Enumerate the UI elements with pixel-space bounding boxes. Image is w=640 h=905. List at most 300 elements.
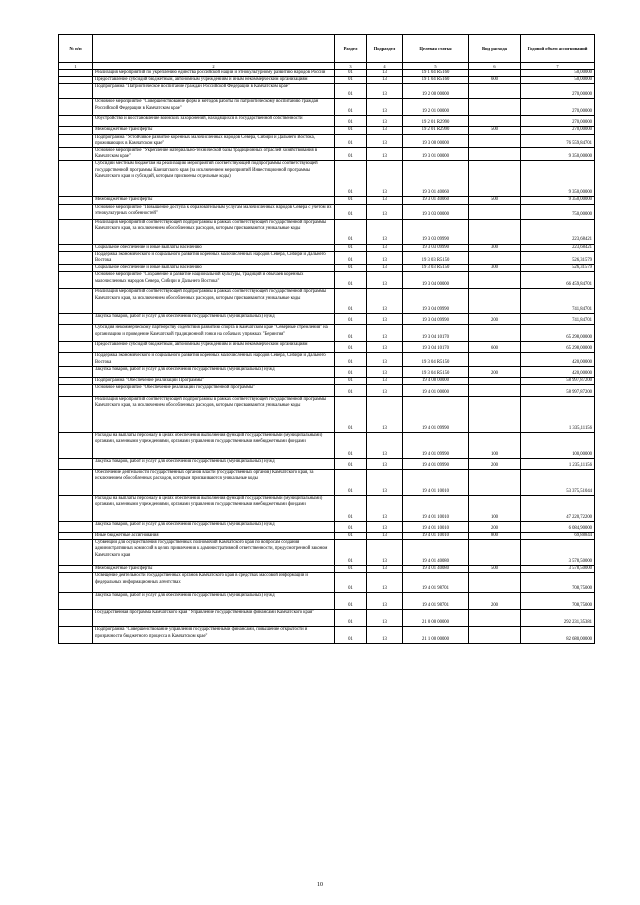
table-row bbox=[59, 353, 595, 366]
cell-expense-type bbox=[469, 134, 521, 147]
cell-name: Социальное обеспечение и иные выплаты населению bbox=[93, 265, 335, 272]
table-row bbox=[59, 566, 595, 573]
cell-subsection: 13 bbox=[367, 459, 403, 470]
cell-section: 01 bbox=[335, 244, 367, 251]
cell-expense-type: 100 bbox=[469, 433, 521, 459]
cell-amount: 741,84701 bbox=[521, 314, 595, 325]
cell-amount: 65 298,00000 bbox=[521, 325, 595, 342]
cell-expense-type bbox=[469, 397, 521, 433]
cell-target: 19 4 01 09990 bbox=[403, 397, 469, 433]
cell-target: 19 4 01 98701 bbox=[403, 573, 469, 593]
column-number: 1 bbox=[59, 63, 93, 70]
cell-expense-type bbox=[469, 148, 521, 161]
cell-expense-type bbox=[469, 470, 521, 496]
cell-num bbox=[59, 99, 93, 116]
cell-subsection: 13 bbox=[367, 84, 403, 99]
cell-num bbox=[59, 127, 93, 134]
table-row bbox=[59, 627, 595, 644]
cell-target: 19 4 01 40080 bbox=[403, 566, 469, 573]
table-row bbox=[59, 433, 595, 459]
cell-subsection: 13 bbox=[367, 342, 403, 353]
cell-num bbox=[59, 219, 93, 244]
cell-section: 01 bbox=[335, 366, 367, 377]
table-row bbox=[59, 70, 595, 77]
cell-section: 01 bbox=[335, 161, 367, 197]
cell-subsection: 13 bbox=[367, 314, 403, 325]
cell-target: 19 3 04 09990 bbox=[403, 314, 469, 325]
table-row bbox=[59, 116, 595, 127]
cell-name: Реализация мероприятий соответствующей подпрограммы в рамках соответствующей государственной программы Камчатского края, за исключением обособленных расходов, которым присваиваются уникальные коды bbox=[93, 289, 335, 314]
cell-subsection: 13 bbox=[367, 385, 403, 397]
cell-subsection: 13 bbox=[367, 610, 403, 627]
cell-expense-type bbox=[469, 353, 521, 366]
cell-expense-type: 200 bbox=[469, 522, 521, 533]
cell-amount: 69,88844 bbox=[521, 533, 595, 540]
column-number-row bbox=[59, 63, 595, 70]
cell-subsection: 13 bbox=[367, 272, 403, 289]
budget-table bbox=[58, 34, 595, 644]
cell-subsection: 13 bbox=[367, 70, 403, 77]
table-row bbox=[59, 397, 595, 433]
table-row bbox=[59, 366, 595, 377]
cell-target: 19 4 01 10010 bbox=[403, 496, 469, 522]
cell-amount: 6 084,90000 bbox=[521, 522, 595, 533]
cell-expense-type bbox=[469, 70, 521, 77]
cell-subsection: 13 bbox=[367, 161, 403, 197]
cell-target: 19 4 01 98701 bbox=[403, 593, 469, 610]
cell-amount: 708,75000 bbox=[521, 573, 595, 593]
cell-section: 01 bbox=[335, 459, 367, 470]
cell-num bbox=[59, 70, 93, 77]
cell-amount: 9 350,00000 bbox=[521, 161, 595, 197]
cell-target: 19 1 04 R5160 bbox=[403, 77, 469, 84]
cell-num bbox=[59, 627, 93, 644]
cell-num bbox=[59, 385, 93, 397]
cell-amount: 47 220,72200 bbox=[521, 496, 595, 522]
cell-section: 01 bbox=[335, 219, 367, 244]
cell-target: 19 3 01 00000 bbox=[403, 148, 469, 161]
cell-expense-type: 300 bbox=[469, 244, 521, 251]
table-row bbox=[59, 377, 595, 384]
cell-name: Закупка товаров, работ и услуг для обеспечения государственных (муниципальных) нужд bbox=[93, 459, 335, 470]
cell-subsection: 13 bbox=[367, 77, 403, 84]
table-row bbox=[59, 496, 595, 522]
cell-num bbox=[59, 314, 93, 325]
cell-name: Иные бюджетные ассигнования bbox=[93, 533, 335, 540]
cell-subsection: 13 bbox=[367, 522, 403, 533]
cell-section: 01 bbox=[335, 610, 367, 627]
cell-section: 01 bbox=[335, 127, 367, 134]
cell-expense-type bbox=[469, 377, 521, 384]
cell-num bbox=[59, 366, 93, 377]
cell-section: 01 bbox=[335, 84, 367, 99]
cell-num bbox=[59, 533, 93, 540]
cell-expense-type bbox=[469, 272, 521, 289]
cell-name: Основное мероприятие "Повышение доступа к образовательным услугам малочисленных народов Севера с учетом их этнокультурных особенностей" bbox=[93, 204, 335, 219]
cell-expense-type bbox=[469, 84, 521, 99]
cell-subsection: 13 bbox=[367, 219, 403, 244]
cell-subsection: 13 bbox=[367, 265, 403, 272]
column-number: 3 bbox=[335, 63, 367, 70]
cell-name: Освещение деятельности государственных органов Камчатского края в средствах массовой информации и федеральных информационных агентствах bbox=[93, 573, 335, 593]
table-row bbox=[59, 134, 595, 147]
column-number: 7 bbox=[521, 63, 595, 70]
cell-subsection: 13 bbox=[367, 366, 403, 377]
column-number: 4 bbox=[367, 63, 403, 70]
cell-num bbox=[59, 272, 93, 289]
cell-subsection: 13 bbox=[367, 289, 403, 314]
cell-amount: 100,00000 bbox=[521, 433, 595, 459]
table-row bbox=[59, 99, 595, 116]
cell-amount: 270,00000 bbox=[521, 127, 595, 134]
table-row bbox=[59, 161, 595, 197]
cell-section: 01 bbox=[335, 470, 367, 496]
table-row bbox=[59, 540, 595, 566]
cell-name: Основное мероприятие "Обеспечение реализации государственной программы" bbox=[93, 385, 335, 397]
table-row bbox=[59, 251, 595, 264]
cell-num bbox=[59, 161, 93, 197]
cell-target: 19 4 01 10010 bbox=[403, 522, 469, 533]
cell-num bbox=[59, 244, 93, 251]
cell-section: 01 bbox=[335, 566, 367, 573]
cell-name: Субсидии местным бюджетам на реализацию мероприятий соответствующей подпрограммы соответствующей государственной программы Камчатского края (за исключением мероприятий Инвестиционной программы Камчатского края и субсидий, которым присвоены отдельные коды) bbox=[93, 161, 335, 197]
header-row bbox=[59, 35, 595, 63]
header-expense-type: Вид расхода bbox=[469, 35, 521, 63]
cell-amount: 9 350,00000 bbox=[521, 197, 595, 204]
cell-amount: 292 231,35381 bbox=[521, 610, 595, 627]
cell-amount: 3 578,50000 bbox=[521, 540, 595, 566]
cell-amount: 526,31579 bbox=[521, 251, 595, 264]
cell-expense-type bbox=[469, 573, 521, 593]
cell-num bbox=[59, 522, 93, 533]
cell-section: 01 bbox=[335, 540, 367, 566]
cell-target: 21 0 00 00000 bbox=[403, 610, 469, 627]
cell-name: Закупка товаров, работ и услуг для обеспечения государственных (муниципальных) нужд bbox=[93, 314, 335, 325]
cell-amount: 526,31579 bbox=[521, 265, 595, 272]
cell-name: Основное мероприятие "Укрепление материально-технической базы традиционных отраслей хозяйствования в Камчатском крае" bbox=[93, 148, 335, 161]
cell-name: Государственная программа Камчатского края "Управление государственными финансами Камчатского края" bbox=[93, 610, 335, 627]
cell-amount: 750,00000 bbox=[521, 204, 595, 219]
cell-target: 19 4 01 09990 bbox=[403, 433, 469, 459]
cell-num bbox=[59, 342, 93, 353]
cell-expense-type: 200 bbox=[469, 314, 521, 325]
cell-subsection: 13 bbox=[367, 540, 403, 566]
cell-amount: 50,00000 bbox=[521, 70, 595, 77]
cell-expense-type: 800 bbox=[469, 533, 521, 540]
cell-num bbox=[59, 397, 93, 433]
cell-name: Поддержка экономического и социального развития коренных малочисленных народов Севера, Сибири и Дальнего Востока bbox=[93, 251, 335, 264]
cell-subsection: 13 bbox=[367, 433, 403, 459]
cell-num bbox=[59, 496, 93, 522]
cell-amount: 270,00000 bbox=[521, 116, 595, 127]
cell-section: 01 bbox=[335, 342, 367, 353]
cell-section: 01 bbox=[335, 325, 367, 342]
cell-section: 01 bbox=[335, 204, 367, 219]
cell-amount: 53 375,51044 bbox=[521, 470, 595, 496]
cell-target: 19 3 04 00000 bbox=[403, 272, 469, 289]
cell-target: 19 4 01 10010 bbox=[403, 470, 469, 496]
cell-num bbox=[59, 610, 93, 627]
cell-name: Основное мероприятие "Сохранение и развитие национальной культуры, традиций и обычаев коренных малочисленных народов Севера, Сибири и Дальнего Востока" bbox=[93, 272, 335, 289]
header-subsection: Подраздел bbox=[367, 35, 403, 63]
cell-amount: 741,84701 bbox=[521, 289, 595, 314]
cell-section: 01 bbox=[335, 116, 367, 127]
cell-amount: 58 997,87200 bbox=[521, 377, 595, 384]
cell-name: Межбюджетные трансферты bbox=[93, 197, 335, 204]
cell-name: Реализация мероприятий по укреплению единства российской нации и этнокультурному развитию народов России bbox=[93, 70, 335, 77]
column-number: 2 bbox=[93, 63, 335, 70]
cell-target: 19 3 01 40060 bbox=[403, 197, 469, 204]
table-row bbox=[59, 470, 595, 496]
cell-section: 01 bbox=[335, 265, 367, 272]
table-row bbox=[59, 219, 595, 244]
cell-amount: 223,68421 bbox=[521, 244, 595, 251]
cell-num bbox=[59, 433, 93, 459]
cell-subsection: 13 bbox=[367, 99, 403, 116]
cell-section: 01 bbox=[335, 134, 367, 147]
cell-num bbox=[59, 134, 93, 147]
cell-subsection: 13 bbox=[367, 353, 403, 366]
cell-target: 19 3 03 09990 bbox=[403, 244, 469, 251]
cell-section: 01 bbox=[335, 627, 367, 644]
header-name bbox=[93, 35, 335, 63]
cell-num bbox=[59, 470, 93, 496]
cell-amount: 9 350,00000 bbox=[521, 148, 595, 161]
table-row bbox=[59, 573, 595, 593]
header-num: № п/п bbox=[59, 35, 93, 63]
cell-target: 19 2 01 R2990 bbox=[403, 116, 469, 127]
cell-subsection: 13 bbox=[367, 470, 403, 496]
cell-num bbox=[59, 459, 93, 470]
table-row bbox=[59, 533, 595, 540]
cell-expense-type bbox=[469, 610, 521, 627]
cell-subsection: 13 bbox=[367, 377, 403, 384]
cell-section: 01 bbox=[335, 272, 367, 289]
cell-expense-type: 200 bbox=[469, 459, 521, 470]
cell-name: Закупка товаров, работ и услуг для обеспечения государственных (муниципальных) нужд bbox=[93, 366, 335, 377]
cell-name: Подпрограмма "Совершенствование управления государственными финансами, повышение открытости и прозрачности бюджетного процесса в Камчатском крае" bbox=[93, 627, 335, 644]
cell-name: Реализация мероприятий соответствующей подпрограммы в рамках соответствующей государственной программы Камчатского края, за исключением обособленных расходов, которым присваиваются уникальные коды bbox=[93, 397, 335, 433]
cell-num bbox=[59, 566, 93, 573]
cell-section: 01 bbox=[335, 433, 367, 459]
cell-section: 01 bbox=[335, 353, 367, 366]
cell-section: 01 bbox=[335, 496, 367, 522]
cell-name: Подпрограмма "Устойчивое развитие коренных малочисленных народов Севера, Сибири и Дальнего Востока, проживающих в Камчатском крае" bbox=[93, 134, 335, 147]
page-number: 10 bbox=[317, 882, 323, 888]
table-body bbox=[59, 70, 595, 644]
cell-amount: 420,00000 bbox=[521, 353, 595, 366]
cell-amount: 420,00000 bbox=[521, 366, 595, 377]
cell-num bbox=[59, 77, 93, 84]
cell-amount: 223,68421 bbox=[521, 219, 595, 244]
cell-subsection: 13 bbox=[367, 533, 403, 540]
cell-amount: 58 997,87200 bbox=[521, 385, 595, 397]
cell-section: 01 bbox=[335, 289, 367, 314]
cell-name: Субвенции для осуществления государственных полномочий Камчатского края по вопросам создания административных комиссий в целях привлечения к административной ответственности, предусмотренной законом Камчатского края bbox=[93, 540, 335, 566]
cell-expense-type bbox=[469, 219, 521, 244]
cell-name: Подпрограмма "Патриотическое воспитание граждан Российской Федерации в Камчатском крае" bbox=[93, 84, 335, 99]
cell-subsection: 13 bbox=[367, 251, 403, 264]
cell-target: 19 1 04 R5160 bbox=[403, 70, 469, 77]
cell-num bbox=[59, 540, 93, 566]
cell-amount: 270,00000 bbox=[521, 99, 595, 116]
cell-section: 01 bbox=[335, 99, 367, 116]
cell-amount: 66 459,84701 bbox=[521, 272, 595, 289]
cell-num bbox=[59, 148, 93, 161]
cell-expense-type bbox=[469, 251, 521, 264]
cell-section: 01 bbox=[335, 70, 367, 77]
cell-subsection: 13 bbox=[367, 244, 403, 251]
cell-subsection: 13 bbox=[367, 397, 403, 433]
cell-amount: 3 578,50000 bbox=[521, 566, 595, 573]
cell-expense-type: 500 bbox=[469, 566, 521, 573]
cell-amount: 76 559,84701 bbox=[521, 134, 595, 147]
table-row bbox=[59, 610, 595, 627]
cell-name: Подпрограмма "Обеспечение реализации Программы" bbox=[93, 377, 335, 384]
cell-num bbox=[59, 116, 93, 127]
cell-num bbox=[59, 325, 93, 342]
table-row bbox=[59, 314, 595, 325]
cell-section: 01 bbox=[335, 573, 367, 593]
cell-subsection: 13 bbox=[367, 148, 403, 161]
cell-name: Социальное обеспечение и иные выплаты населению bbox=[93, 244, 335, 251]
cell-subsection: 13 bbox=[367, 566, 403, 573]
cell-section: 01 bbox=[335, 593, 367, 610]
cell-target: 19 4 01 09990 bbox=[403, 459, 469, 470]
cell-expense-type: 500 bbox=[469, 127, 521, 134]
cell-target: 19 3 03 09990 bbox=[403, 219, 469, 244]
cell-expense-type bbox=[469, 161, 521, 197]
cell-name: Предоставление субсидий бюджетным, автономным учреждениям и иным некоммерческим организациям bbox=[93, 342, 335, 353]
cell-expense-type bbox=[469, 385, 521, 397]
cell-subsection: 13 bbox=[367, 134, 403, 147]
cell-expense-type bbox=[469, 627, 521, 644]
cell-num bbox=[59, 204, 93, 219]
table-row bbox=[59, 148, 595, 161]
cell-section: 01 bbox=[335, 251, 367, 264]
column-number: 5 bbox=[403, 63, 469, 70]
cell-target: 19 2 00 00000 bbox=[403, 84, 469, 99]
table-row bbox=[59, 265, 595, 272]
cell-num bbox=[59, 265, 93, 272]
cell-expense-type bbox=[469, 289, 521, 314]
cell-target: 19 3 00 00000 bbox=[403, 134, 469, 147]
table-row bbox=[59, 289, 595, 314]
cell-num bbox=[59, 197, 93, 204]
cell-expense-type: 300 bbox=[469, 265, 521, 272]
table-row bbox=[59, 272, 595, 289]
cell-amount: 270,00000 bbox=[521, 84, 595, 99]
cell-expense-type: 500 bbox=[469, 197, 521, 204]
cell-name: Расходы на выплаты персоналу в целях обеспечения выполнения функций государственными (муниципальными) органами, казенными учреждениями, органами управления государственными внебюджетными фондами bbox=[93, 496, 335, 522]
cell-num bbox=[59, 377, 93, 384]
table-row bbox=[59, 84, 595, 99]
table-row bbox=[59, 244, 595, 251]
cell-expense-type bbox=[469, 116, 521, 127]
cell-target: 19 3 04 10170 bbox=[403, 325, 469, 342]
cell-section: 01 bbox=[335, 148, 367, 161]
cell-section: 01 bbox=[335, 377, 367, 384]
cell-target: 19 3 04 R5150 bbox=[403, 353, 469, 366]
cell-amount: 1 335,11156 bbox=[521, 397, 595, 433]
cell-expense-type: 600 bbox=[469, 342, 521, 353]
cell-name: Закупка товаров, работ и услуг для обеспечения государственных (муниципальных) нужд bbox=[93, 593, 335, 610]
cell-target: 19 3 04 R5150 bbox=[403, 366, 469, 377]
cell-num bbox=[59, 84, 93, 99]
cell-target: 19 3 04 10170 bbox=[403, 342, 469, 353]
cell-subsection: 13 bbox=[367, 325, 403, 342]
table-row bbox=[59, 127, 595, 134]
header-target: Целевая статья bbox=[403, 35, 469, 63]
cell-expense-type: 600 bbox=[469, 77, 521, 84]
header-amount: Годовой объем ассигнований bbox=[521, 35, 595, 63]
cell-target: 19 4 00 00000 bbox=[403, 377, 469, 384]
cell-num bbox=[59, 289, 93, 314]
cell-target: 19 3 03 R5150 bbox=[403, 265, 469, 272]
table-row bbox=[59, 77, 595, 84]
cell-name: Основное мероприятие "Совершенствование форм и методов работы по патриотическому воспитанию граждан Российской Федерации в Камчатском крае" bbox=[93, 99, 335, 116]
cell-target: 19 4 01 10010 bbox=[403, 533, 469, 540]
cell-target: 19 4 01 00000 bbox=[403, 385, 469, 397]
table-row bbox=[59, 325, 595, 342]
cell-name: Обустройство и восстановление воинских захоронений, находящихся в государственной собственности bbox=[93, 116, 335, 127]
cell-subsection: 13 bbox=[367, 627, 403, 644]
cell-subsection: 13 bbox=[367, 197, 403, 204]
cell-expense-type bbox=[469, 204, 521, 219]
cell-section: 01 bbox=[335, 397, 367, 433]
cell-section: 01 bbox=[335, 385, 367, 397]
cell-target: 21 1 00 00000 bbox=[403, 627, 469, 644]
cell-target: 19 3 01 40060 bbox=[403, 161, 469, 197]
cell-amount: 65 298,00000 bbox=[521, 342, 595, 353]
cell-name: Субсидия некоммерческому партнерству содействия развитию спорта в Камчатском крае "Северные стремления" на организацию и проведение Камчатской традиционной гонки на собачьих упряжках "Берингия" bbox=[93, 325, 335, 342]
cell-subsection: 13 bbox=[367, 116, 403, 127]
cell-subsection: 13 bbox=[367, 496, 403, 522]
header-section: Раздел bbox=[335, 35, 367, 63]
cell-section: 01 bbox=[335, 197, 367, 204]
cell-num bbox=[59, 573, 93, 593]
cell-target: 19 3 03 R5150 bbox=[403, 251, 469, 264]
cell-target: 19 3 04 09990 bbox=[403, 289, 469, 314]
table-row bbox=[59, 385, 595, 397]
table-row bbox=[59, 522, 595, 533]
cell-expense-type bbox=[469, 540, 521, 566]
table-row bbox=[59, 459, 595, 470]
table-row bbox=[59, 197, 595, 204]
column-number: 6 bbox=[469, 63, 521, 70]
cell-amount: 50,00000 bbox=[521, 77, 595, 84]
cell-num bbox=[59, 251, 93, 264]
cell-section: 01 bbox=[335, 533, 367, 540]
cell-name: Реализация мероприятий соответствующей подпрограммы в рамках соответствующей государственной программы Камчатского края, за исключением обособленных расходов, которым присваиваются уникальные коды bbox=[93, 219, 335, 244]
cell-section: 01 bbox=[335, 314, 367, 325]
cell-subsection: 13 bbox=[367, 593, 403, 610]
table-row bbox=[59, 342, 595, 353]
table-row bbox=[59, 593, 595, 610]
cell-expense-type bbox=[469, 99, 521, 116]
cell-target: 19 3 03 00000 bbox=[403, 204, 469, 219]
cell-expense-type bbox=[469, 325, 521, 342]
cell-subsection: 13 bbox=[367, 573, 403, 593]
cell-amount: 1 235,11156 bbox=[521, 459, 595, 470]
cell-amount: 708,75000 bbox=[521, 593, 595, 610]
cell-name: Поддержка экономического и социального развития коренных малочисленных народов Севера, Сибири и Дальнего Востока bbox=[93, 353, 335, 366]
cell-amount: 82 680,00000 bbox=[521, 627, 595, 644]
cell-expense-type: 100 bbox=[469, 496, 521, 522]
cell-target: 19 4 01 40080 bbox=[403, 540, 469, 566]
cell-section: 01 bbox=[335, 522, 367, 533]
cell-name: Закупка товаров, работ и услуг для обеспечения государственных (муниципальных) нужд bbox=[93, 522, 335, 533]
